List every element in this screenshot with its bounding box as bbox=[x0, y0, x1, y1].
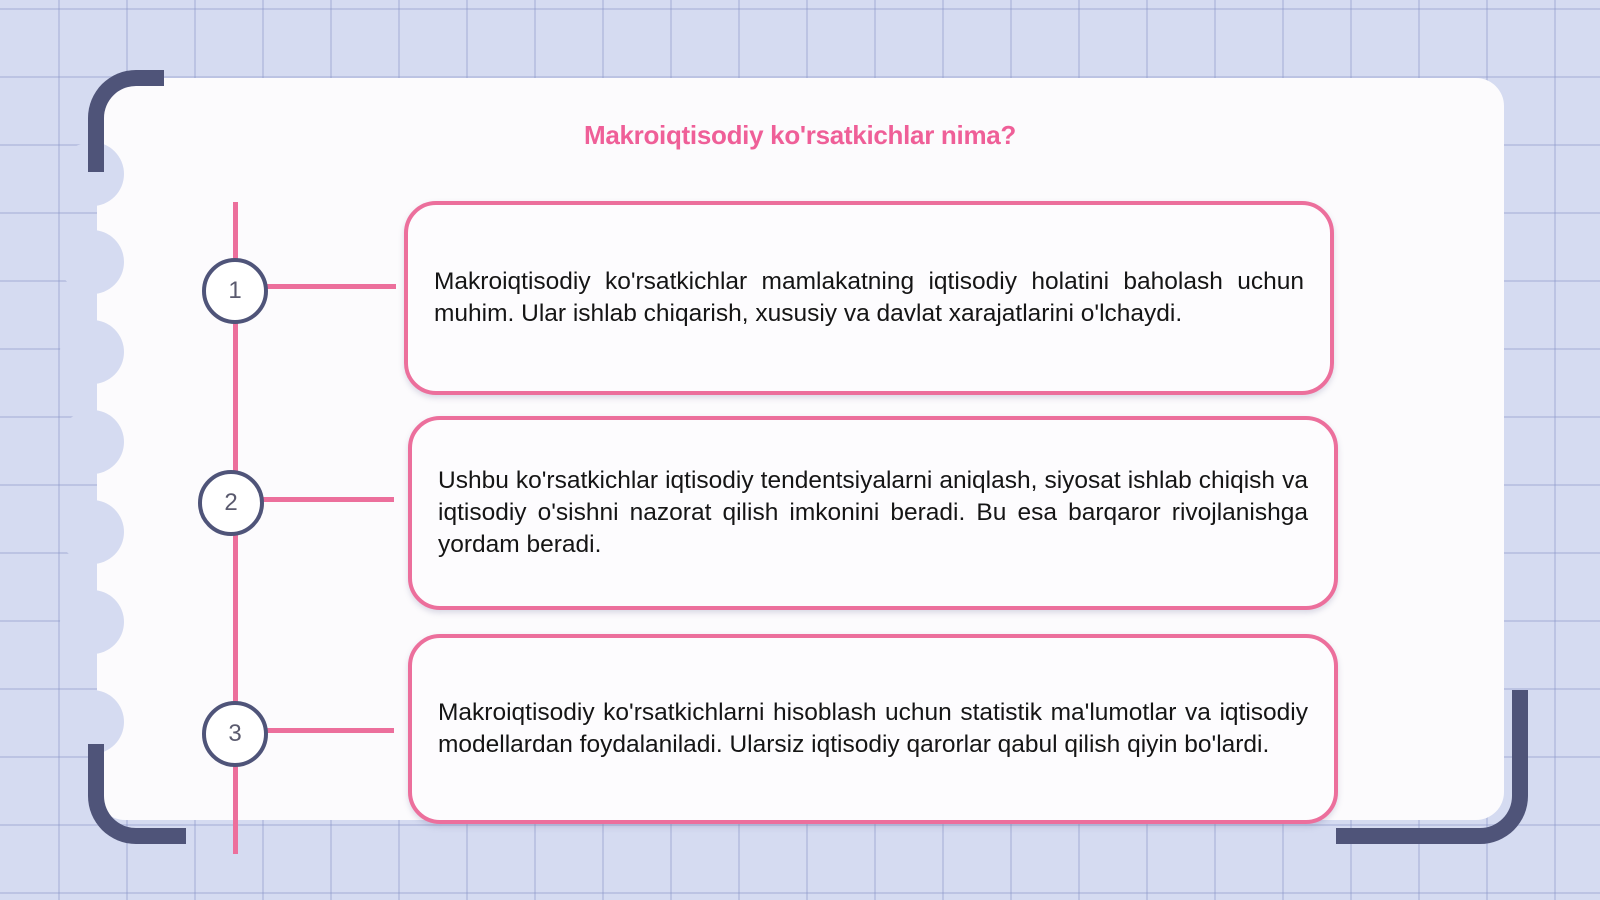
step-card-3 bbox=[408, 634, 1338, 824]
corner-bracket-bottom-left bbox=[88, 744, 186, 844]
paper-scallop bbox=[60, 590, 124, 654]
connector-3 bbox=[264, 728, 394, 733]
paper-scallop bbox=[60, 410, 124, 474]
paper-scallop bbox=[60, 500, 124, 564]
step-card-text-2: Ushbu ko'rsatkichlar iqtisodiy tendentsiyalarni aniqlash, siyosat ishlab chiqish va iqtisodiy o'sishni nazorat qilish imkonini beradi. Bu esa barqaror rivojlanishga yordam beradi. bbox=[438, 467, 1308, 558]
slide-title: Makroiqtisodiy ko'rsatkichlar nima? bbox=[583, 120, 1017, 150]
step-card-text-3: Makroiqtisodiy ko'rsatkichlarni hisoblash uchun statistik ma'lumotlar va iqtisodiy modellardan foydalaniladi. Ularsiz iqtisodiy qarorlar qabul qilish qiyin bo'lardi. bbox=[438, 699, 1308, 758]
step-card-2 bbox=[408, 416, 1338, 610]
step-number-1: 1 bbox=[202, 258, 268, 324]
corner-bracket-bottom-right bbox=[1336, 690, 1528, 844]
step-card-1 bbox=[404, 201, 1334, 395]
step-number-3: 3 bbox=[202, 701, 268, 767]
connector-1 bbox=[264, 284, 396, 289]
paper-scallop bbox=[60, 320, 124, 384]
step-card-text-1: Makroiqtisodiy ko'rsatkichlar mamlakatning iqtisodiy holatini baholash uchun muhim. Ular ishlab chiqarish, xususiy va davlat xarajatlarini o'lchaydi. bbox=[434, 268, 1304, 327]
step-number-2: 2 bbox=[198, 470, 264, 536]
connector-2 bbox=[262, 497, 394, 502]
paper-scallop bbox=[60, 230, 124, 294]
